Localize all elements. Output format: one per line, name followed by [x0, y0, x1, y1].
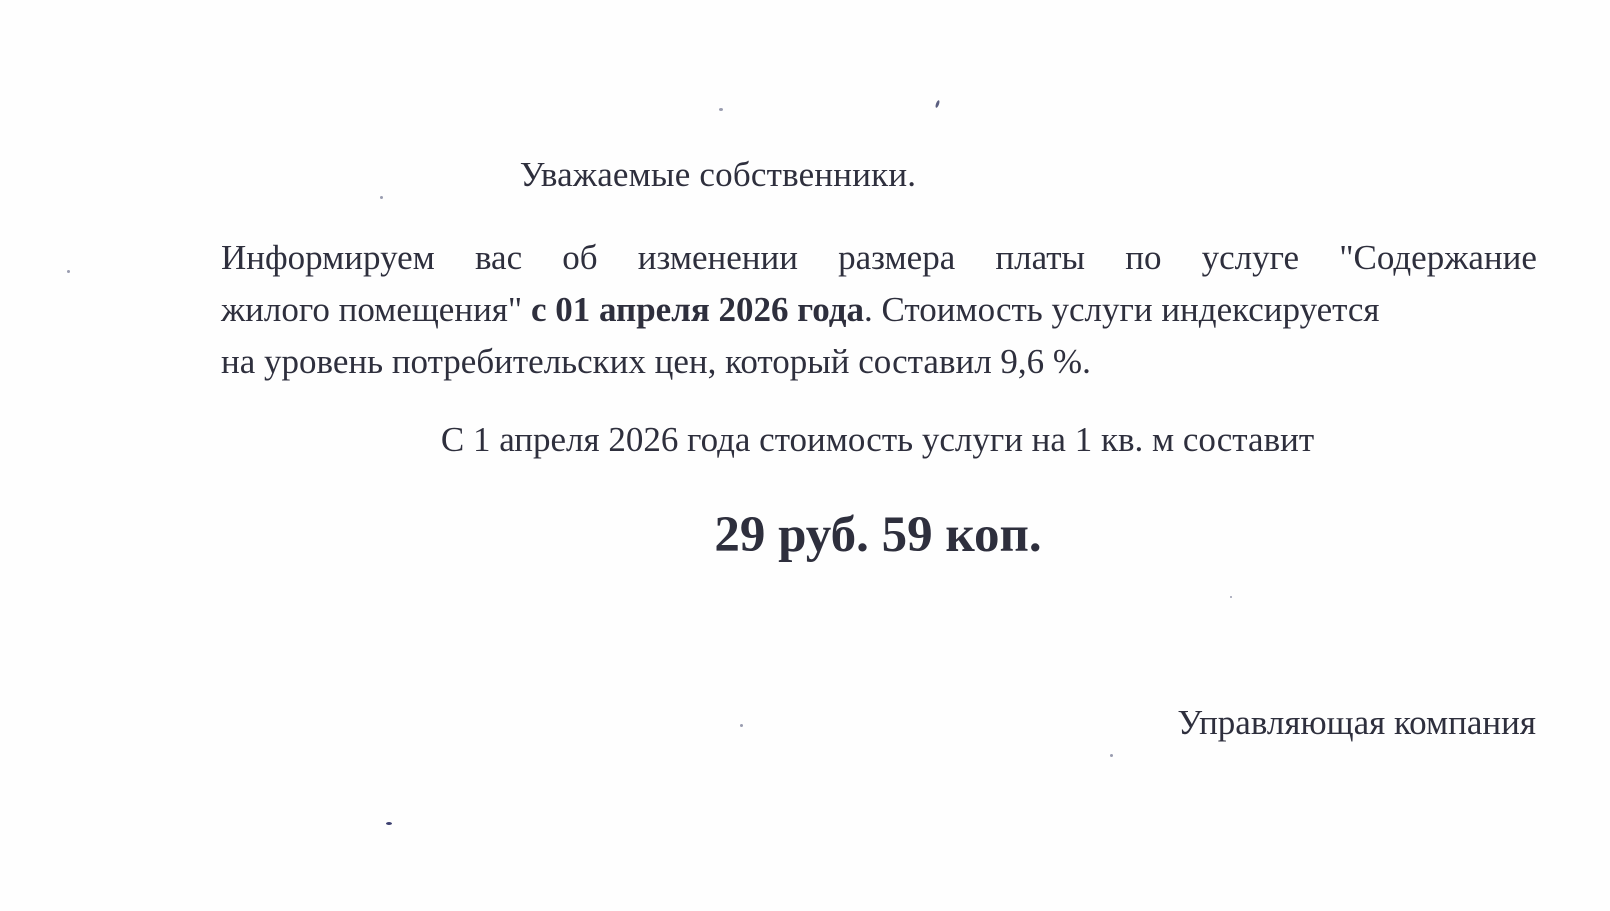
paragraph-word: изменении	[637, 238, 798, 277]
paragraph-line-2	[221, 284, 1537, 336]
paragraph-word: "Содержание	[1339, 238, 1537, 277]
paragraph-word: платы	[995, 238, 1086, 277]
paragraph-line-2-start: жилого помещения"	[221, 290, 531, 329]
scan-speck	[1230, 596, 1232, 598]
paragraph-word: размера	[838, 238, 956, 277]
price-value: 29 руб. 59 коп.	[714, 507, 1042, 563]
greeting-heading: Уважаемые собственники.	[519, 155, 917, 194]
paragraph-word: Информируем	[221, 238, 435, 277]
paragraph-line-2-end: . Стоимость услуги индексируется	[863, 290, 1380, 329]
price-intro-text: С 1 апреля 2026 года стоимость услуги на 1 кв. м составит	[440, 420, 1315, 459]
paragraph-line-3: на уровень потребительских цен, который составил 9,6 %.	[221, 342, 1091, 381]
paragraph-word: услуге	[1201, 238, 1300, 277]
scan-speck	[380, 196, 383, 199]
effective-date-bold: с 01 апреля 2026 года	[530, 290, 864, 329]
paragraph-word: об	[562, 238, 598, 277]
scan-speck	[386, 822, 392, 825]
paragraph-word: по	[1125, 238, 1162, 277]
scan-speck	[67, 270, 70, 273]
paragraph-line-2-text	[221, 284, 1380, 336]
scan-speck	[935, 100, 941, 109]
scan-speck	[740, 724, 743, 727]
notice-paragraph	[221, 232, 1537, 388]
scan-speck	[1110, 754, 1113, 757]
scan-speck	[719, 108, 723, 111]
paragraph-word: вас	[474, 238, 523, 277]
paragraph-line-1	[221, 232, 1537, 284]
signature-company: Управляющая компания	[1177, 703, 1536, 742]
